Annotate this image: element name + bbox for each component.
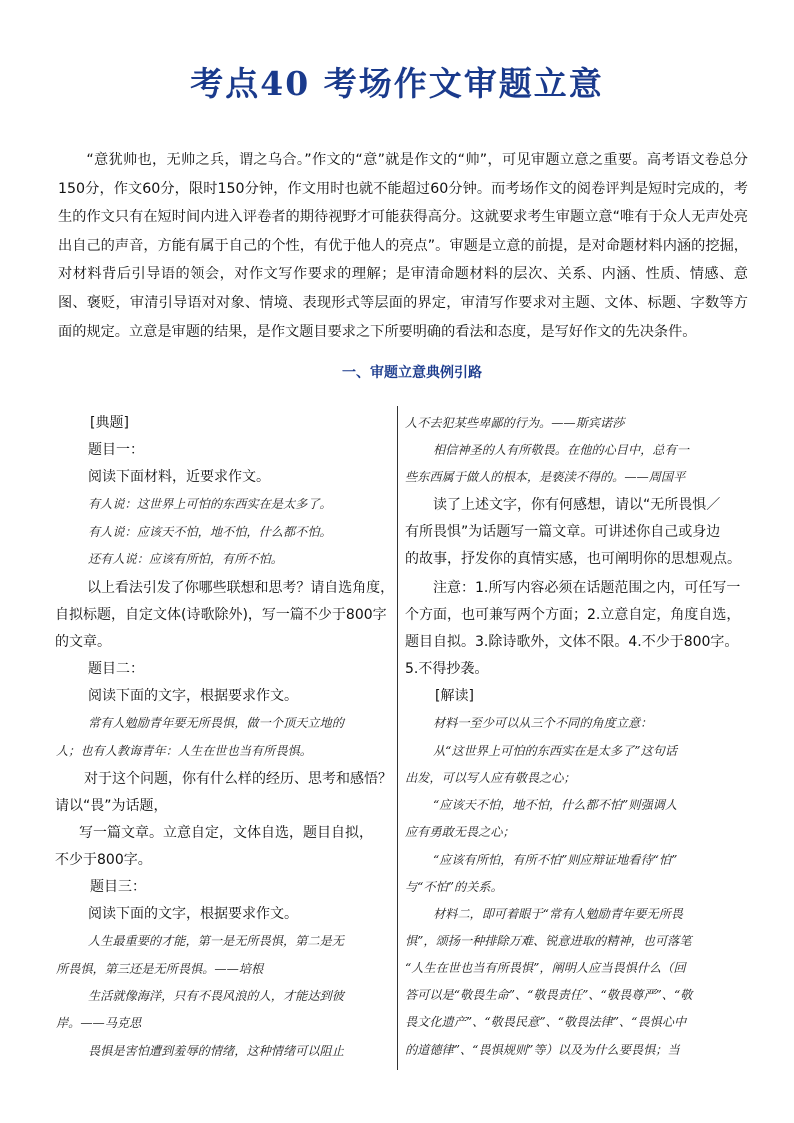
text-line: 注意：1.所写内容必须在话题范围之内，可任写一 [433, 580, 741, 596]
text-line: “人生在世也当有所畏惧”，阐明人应当畏惧什么（回 [405, 961, 686, 975]
text-line: 对于这个问题，你有什么样的经历、思考和感悟？ [84, 771, 392, 787]
text-line: 的道德律”、“畏惧规则”等）以及为什么要畏惧；当 [405, 1043, 680, 1057]
text-line: 不少于800字。 [55, 852, 152, 868]
text-line: 答可以是“敬畏生命”、“敬畏责任”、“敬畏尊严”、“敬 [405, 988, 693, 1002]
text-line: 题目一： [88, 442, 144, 458]
text-line: 人；也有人教诲青年：人生在世也当有所畏惧。 [56, 744, 312, 758]
text-line: 题目自拟。3.除诗歌外，文体不限。4.不少于800字。 [405, 634, 739, 650]
text-line: 阅读下面材料，近要求作文。 [88, 469, 270, 485]
text-line: 常有人勉励青年要无所畏惧，做一个顶天立地的 [88, 716, 344, 730]
intro-paragraph: “意犹帅也，无帅之兵，谓之乌合。”作文的“意”就是作文的“帅”，可见审题立意之重要。高考语文卷总分150分，作文60分，限时150分钟，作文用时也就不能超过60分钟。而考场作文的阅卷评判是短时完成的，考生的作文只有在短时间内进入评卷者的期待视野才可能获得高分。这就要求考生审题立意“唯有于众人无声处亮出自己的声音，方能有属于自己的个性，有优于他人的亮点”。审题是立意的前提，是对命题材料内涵的挖掘，对材料背后引导语的领会，对作文写作要求的理解；是审清命题材料的层次、关系、内涵、性质、情感、意图、褒贬，审清引导语对对象、情境、表现形式等层面的界定，审清写作要求对主题、文体、标题、字数等方面的规定。立意是审题的结果，是作文题目要求之下所要明确的看法和态度，是写好作文的先决条件。 [58, 152, 748, 340]
text-line: 人不去犯某些卑鄙的行为。——斯宾诺莎 [405, 416, 625, 430]
text-line: 出发，可以写人应有敬畏之心； [405, 771, 576, 785]
text-line: 题目三： [90, 879, 146, 895]
text-line: 读了上述文字，你有何感想，请以“无所畏惧／ [433, 497, 721, 513]
text-line: 的故事，抒发你的真情实感，也可阐明你的思想观点。 [405, 551, 741, 567]
section-heading: 一、审题立意典例引路 [342, 365, 482, 381]
text-line: “应该天不怕，地不怕，什么都不怕”则强调人 [433, 798, 678, 812]
text-line: “应该有所怕，有所不怕”则应辩证地看待“怕” [433, 853, 678, 867]
text-line: 个方面，也可兼写两个方面；2.立意自定，角度自选， [405, 607, 741, 623]
text-line: 5.不得抄袭。 [405, 661, 489, 677]
text-line: 所畏惧，第三还是无所畏惧。——培根 [56, 962, 264, 976]
text-line: 人生最重要的才能，第一是无所畏惧，第二是无 [88, 934, 344, 948]
text-line: 有人说：应该天不怕，地不怕，什么都不怕。 [88, 525, 332, 539]
text-line: 题目二： [88, 661, 144, 677]
text-line: 从“这世界上可怕的东西实在是太多了”这句话 [433, 744, 678, 758]
text-line: [典题] [90, 415, 129, 431]
text-line: 些东西属于做人的根本，是亵渎不得的。——周国平 [405, 470, 686, 484]
text-line: 阅读下面的文字，根据要求作文。 [88, 688, 298, 704]
text-line: 畏文化遗产”、“敬畏民意”、“敬畏法律”、“畏惧心中 [405, 1015, 687, 1029]
text-line: 阅读下面的文字，根据要求作文。 [88, 906, 298, 922]
text-line: 材料二，即可着眼于“常有人勉励青年要无所畏 [433, 907, 683, 921]
text-line: 与“不怕”的关系。 [405, 880, 503, 894]
text-line: 畏惧是害怕遭到羞辱的情绪，这种情绪可以阻止 [88, 1044, 344, 1058]
column-divider [397, 406, 398, 1070]
text-line: 生活就像海洋，只有不畏风浪的人，才能达到彼 [88, 989, 344, 1003]
text-line: 有所畏惧”为话题写一篇文章。可讲述你自己或身边 [405, 524, 721, 540]
text-line: 岸。——马克思 [56, 1016, 142, 1030]
text-line: [解读] [435, 688, 474, 704]
text-line: 相信神圣的人有所敬畏。在他的心目中，总有一 [433, 443, 689, 457]
text-line: 自拟标题，自定文体(诗歌除外)，写一篇不少于800字 [55, 607, 387, 623]
text-line: 请以“畏”为话题， [55, 798, 168, 814]
text-line: 以上看法引发了你哪些联想和思考？请自选角度， [87, 580, 395, 596]
text-line: 有人说：这世界上可怕的东西实在是太多了。 [88, 497, 332, 511]
text-line: 应有勇敢无畏之心； [405, 825, 515, 839]
text-line: 的文章。 [55, 634, 111, 650]
page-title: 考点40 考场作文审题立意 [190, 64, 604, 103]
text-line: 惧”，颂扬一种排除万难、锐意进取的精神，也可落笔 [405, 934, 692, 948]
text-line: 写一篇文章。立意自定，文体自选，题目自拟， [79, 825, 373, 841]
text-line: 还有人说：应该有所怕，有所不怕。 [88, 552, 283, 566]
text-line: 材料一至少可以从三个不同的角度立意： [433, 716, 653, 730]
